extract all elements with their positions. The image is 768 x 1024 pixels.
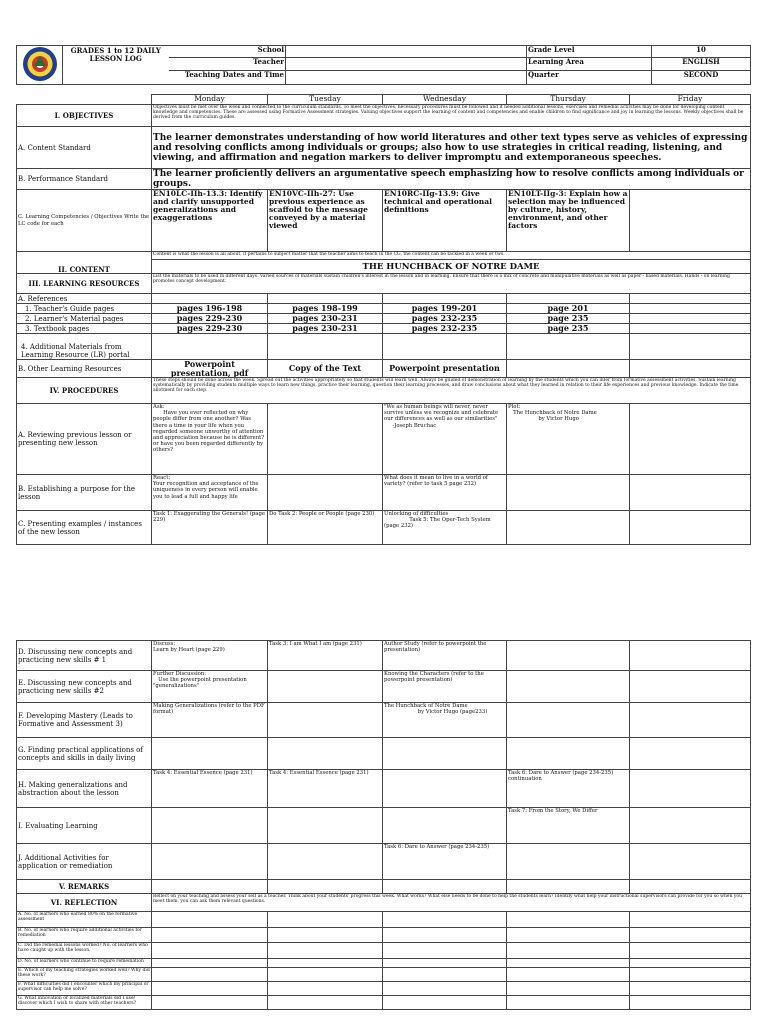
resource-row-monday: pages 229-230 xyxy=(152,324,268,334)
dates-label: Teaching Dates and Time xyxy=(169,70,286,84)
reflection-cell[interactable] xyxy=(152,982,268,996)
procedure-row xyxy=(17,808,751,844)
resource-row-wednesday: pages 232-235 xyxy=(383,314,507,324)
reflection-cell[interactable] xyxy=(630,959,751,968)
resource-row-wednesday: pages 232-235 xyxy=(383,324,507,334)
day-friday: Friday xyxy=(630,95,751,105)
resource-row-friday xyxy=(630,304,751,314)
reflection-cell[interactable] xyxy=(630,996,751,1010)
procedure-row-label: A. Reviewing previous lesson or presenting new lesson xyxy=(17,404,152,475)
reflection-cell[interactable] xyxy=(152,968,268,982)
reflection-cell[interactable] xyxy=(383,928,507,943)
procedure-row-tuesday: Task 4: Essential Essence (page 231) xyxy=(268,770,383,808)
reflection-cell[interactable] xyxy=(152,959,268,968)
reflection-cell[interactable] xyxy=(507,928,630,943)
procedure-row xyxy=(17,475,751,511)
form-title-line2: LESSON LOG xyxy=(89,54,142,63)
reflection-cell[interactable] xyxy=(383,996,507,1010)
reflection-cell[interactable] xyxy=(268,996,383,1010)
procedure-row-label: G. Finding practical applications of concepts and skills in daily living xyxy=(17,738,152,770)
procedure-row-wednesday xyxy=(383,770,507,808)
reflection-note: Reflect on your teaching and assess your self as a teacher. Think about your students' progress this week. What works? What else needs to be done to help the students learn? Identify what help your instructional supervisors can provide for you so when you meet them, you can ask them relevant questions. xyxy=(152,894,751,912)
reflection-cell[interactable] xyxy=(507,968,630,982)
reflection-row xyxy=(17,968,751,982)
reflection-row xyxy=(17,982,751,996)
procedure-row-friday xyxy=(630,511,751,545)
content-note: Content is what the lesson is all about, it pertains to subject matter that the teacher aims to teach in the CG, the content can be tackled in a week or two. xyxy=(152,252,751,260)
reflection-item: C. Did the remedial lessons worked? No. of learners who have caught up with the lesson. xyxy=(17,943,152,959)
procedure-row-tuesday xyxy=(268,738,383,770)
reflection-cell[interactable] xyxy=(507,959,630,968)
procedure-row-monday xyxy=(152,738,268,770)
procedure-row-friday xyxy=(630,844,751,880)
procedure-row-tuesday xyxy=(268,703,383,738)
references-label: A. References xyxy=(17,294,152,304)
procedure-row xyxy=(17,671,751,703)
procedure-row-monday xyxy=(152,844,268,880)
resource-row-label: 4. Additional Materials from Learning Resource (LR) portal xyxy=(17,334,152,360)
procedure-row-tuesday xyxy=(268,808,383,844)
reflection-cell[interactable] xyxy=(507,943,630,959)
competency-monday: EN10LC-IIh-13.3: Identify and clarify unsupported generalizations and exaggerations xyxy=(152,190,268,252)
reflection-row xyxy=(17,943,751,959)
reflection-cell[interactable] xyxy=(507,912,630,928)
content-title: THE HUNCHBACK OF NOTRE DAME xyxy=(152,260,751,274)
procedure-row xyxy=(17,770,751,808)
remarks-monday[interactable] xyxy=(152,880,268,894)
procedure-row-monday: Task 4: Essential Essence (page 231) xyxy=(152,770,268,808)
resource-row-monday: pages 196-198 xyxy=(152,304,268,314)
reflection-cell[interactable] xyxy=(268,968,383,982)
content-standard-text: The learner demonstrates understanding of how world literatures and other text types serve as vehicles of expressing and resolving conflicts among individuals or groups; also how to use strategies in critical reading, listening, and viewing, and affirmation and negation markers to deliver impromptu and extemporaneous speeches. xyxy=(152,127,751,169)
procedure-row-friday xyxy=(630,404,751,475)
resource-row-thursday: page 235 xyxy=(507,314,630,324)
resource-row-thursday: page 201 xyxy=(507,304,630,314)
reflection-row xyxy=(17,928,751,943)
procedure-row-label: B. Establishing a purpose for the lesson xyxy=(17,475,152,511)
reflection-row xyxy=(17,912,751,928)
resources-note: List the materials to be used in different days. Varied sources of materials sustain children's interest in the lesson and in learning. Ensure that there is a mix of concrete and manipulative materials as well as paper - based materials. Hands - on learning promotes concept development. xyxy=(152,274,751,294)
reflection-cell[interactable] xyxy=(630,982,751,996)
logo-cell xyxy=(17,46,63,85)
reflection-row xyxy=(17,959,751,968)
resource-row-label: B. Other Learning Resources xyxy=(17,360,152,378)
teacher-label: Teacher xyxy=(169,58,286,70)
procedure-row-thursday xyxy=(507,641,630,671)
procedure-row-tuesday xyxy=(268,475,383,511)
procedure-row-thursday xyxy=(507,738,630,770)
resource-row-friday xyxy=(630,324,751,334)
procedures-heading: IV. PROCEDURES xyxy=(17,378,152,404)
procedure-row-tuesday xyxy=(268,844,383,880)
procedure-row xyxy=(17,703,751,738)
procedure-row-label: J. Additional Activities for application or remediation xyxy=(17,844,152,880)
lesson-log-table-2 xyxy=(16,640,751,1010)
resource-row-label: 3. Textbook pages xyxy=(17,324,152,334)
reflection-item: F. What difficulties did I encounter which my principal or supervisor can help me solve? xyxy=(17,982,152,996)
procedure-row-thursday: Task 7: From the Story, We Differ xyxy=(507,808,630,844)
reflection-item: E. Which of my teaching strategies worked well? Why did these work? xyxy=(17,968,152,982)
resource-row-monday xyxy=(152,334,268,360)
competency-tuesday: EN10VC-IIh-27: Use previous experience as scaffold to the message conveyed by a material viewed xyxy=(268,190,383,252)
procedure-row-friday xyxy=(630,641,751,671)
procedure-row-monday: Discuss: Learn by Heart (page 229) xyxy=(152,641,268,671)
reflection-cell[interactable] xyxy=(507,982,630,996)
resource-row xyxy=(17,324,751,334)
reflection-cell[interactable] xyxy=(152,912,268,928)
procedure-row-thursday: Plot: The Hunchback of Notre Dame by Victor Hugo xyxy=(507,404,630,475)
procedure-row xyxy=(17,641,751,671)
reflection-cell[interactable] xyxy=(268,982,383,996)
remarks-thursday[interactable] xyxy=(507,880,630,894)
deped-seal-icon xyxy=(22,46,58,82)
procedure-row-label: C. Presenting examples / instances of the new lesson xyxy=(17,511,152,545)
competency-thursday: EN10LT-IIg-3: Explain how a selection may be influenced by culture, history, environment, and other factors xyxy=(507,190,630,252)
content-heading: II. CONTENT xyxy=(17,252,152,274)
remarks-friday[interactable] xyxy=(630,880,751,894)
procedure-row-label: F. Developing Mastery (Leads to Formative and Assessment 3) xyxy=(17,703,152,738)
content-standard-label: A. Content Standard xyxy=(17,127,152,169)
resource-row xyxy=(17,314,751,324)
procedure-row-wednesday xyxy=(383,738,507,770)
procedure-row-monday: Making Generalizations (refer to the PDF format) xyxy=(152,703,268,738)
day-thursday: Thursday xyxy=(507,95,630,105)
resource-row-friday xyxy=(630,334,751,360)
procedure-row-wednesday: Unlocking of difficulties Task 5: The Oper-Tech System (page 232) xyxy=(383,511,507,545)
resources-heading: III. LEARNING RESOURCES xyxy=(17,274,152,294)
resource-row-tuesday: pages 198-199 xyxy=(268,304,383,314)
procedure-row-monday: Further Discussion: Use the powerpoint presentation "generalizations" xyxy=(152,671,268,703)
reflection-cell[interactable] xyxy=(383,982,507,996)
resource-row-tuesday: Copy of the Text xyxy=(268,360,383,378)
reflection-cell[interactable] xyxy=(268,912,383,928)
competency-friday xyxy=(630,190,751,252)
procedure-row-monday: Task 1: Exaggerating the Generals! (page 229) xyxy=(152,511,268,545)
reflection-item: A. No. of learners who earned 80% on the formative assessment xyxy=(17,912,152,928)
day-wednesday: Wednesday xyxy=(383,95,507,105)
learning-area-label: Learning Area xyxy=(527,58,652,70)
procedure-row-monday: React: Your recognition and acceptance of the uniqueness in every person will enable you to lead a full and happy life xyxy=(152,475,268,511)
procedure-row-tuesday: Task 3: I am What I am (page 231) xyxy=(268,641,383,671)
procedure-row-monday xyxy=(152,808,268,844)
procedure-row-thursday xyxy=(507,671,630,703)
resource-row xyxy=(17,360,751,378)
performance-standard-text: The learner proficiently delivers an argumentative speech emphasizing how to resolve conflicts among individuals or groups. xyxy=(152,169,751,190)
procedure-row-thursday xyxy=(507,511,630,545)
reflection-cell[interactable] xyxy=(630,928,751,943)
procedure-row-thursday xyxy=(507,703,630,738)
reflection-cell[interactable] xyxy=(152,928,268,943)
procedure-row-friday xyxy=(630,808,751,844)
competency-wednesday: EN10RC-IIg-13.9: Give technical and operational definitions xyxy=(383,190,507,252)
resource-row-thursday: page 235 xyxy=(507,324,630,334)
reflection-cell[interactable] xyxy=(383,968,507,982)
procedure-row-wednesday xyxy=(383,808,507,844)
resource-row-tuesday xyxy=(268,334,383,360)
reflection-cell[interactable] xyxy=(268,959,383,968)
remarks-wednesday[interactable] xyxy=(383,880,507,894)
objectives-heading: I. OBJECTIVES xyxy=(17,105,152,127)
procedure-row-wednesday: Knowing the Characters (refer to the powerpoint presentation) xyxy=(383,671,507,703)
objectives-note: Objectives must be met over the week and connected to the curriculum standards. To meet the objectives, necessary procedures must be followed and if needed additional lessons, exercises and remedial activities may be done for developing content knowledge and competencies. These are assessed using Formative Assessment strategies. Valuing objectives support the learning of content and competencies and enable children to find significance and joy in learning the lessons. Weekly objectives shall be derived from the curriculum guides. xyxy=(152,105,751,127)
reflection-cell[interactable] xyxy=(630,912,751,928)
form-title-line1: GRADES 1 to 12 DAILY xyxy=(70,46,161,55)
reflection-item: G. What innovation or localized materials did I use/ discover which I wish to share with other teachers? xyxy=(17,996,152,1010)
procedure-row-monday: Ask: Have you ever reflected on why people differ from one another? Was there a time in your life when you regarded someone unworthy of attention and appreciation because he is different? or have you been regarded differently by others? xyxy=(152,404,268,475)
reflection-cell[interactable] xyxy=(383,912,507,928)
procedure-row-tuesday xyxy=(268,671,383,703)
resource-row-label: 1. Teacher's Guide pages xyxy=(17,304,152,314)
remarks-heading: V. REMARKS xyxy=(17,880,152,894)
grade-level-value[interactable]: 10 xyxy=(652,46,751,58)
procedure-row xyxy=(17,844,751,880)
reflection-item: D. No. of learners who continue to require remediation xyxy=(17,959,152,968)
procedure-row-thursday xyxy=(507,475,630,511)
procedure-row-friday xyxy=(630,738,751,770)
teacher-value[interactable] xyxy=(286,58,527,70)
quarter-value[interactable]: SECOND xyxy=(652,70,751,84)
resource-row-friday xyxy=(630,314,751,324)
reflection-cell[interactable] xyxy=(383,959,507,968)
remarks-tuesday[interactable] xyxy=(268,880,383,894)
day-tuesday: Tuesday xyxy=(268,95,383,105)
procedure-row-friday xyxy=(630,703,751,738)
procedure-row xyxy=(17,738,751,770)
procedure-row-thursday: Task 6: Dare to Answer (page 234-235) continuation xyxy=(507,770,630,808)
procedure-row xyxy=(17,404,751,475)
grade-level-label: Grade Level xyxy=(527,46,652,58)
resource-row-thursday xyxy=(507,360,630,378)
resource-row-wednesday: Powerpoint presentation xyxy=(383,360,507,378)
resource-row-friday xyxy=(630,360,751,378)
procedure-row-friday xyxy=(630,770,751,808)
reflection-cell[interactable] xyxy=(630,943,751,959)
resource-row-label: 2. Learner's Material pages xyxy=(17,314,152,324)
procedure-row-wednesday: "We as human beings will never, never survive unless we recognize and celebrate our differences as well as our similarities" -Joseph Bruchac xyxy=(383,404,507,475)
procedures-note: These steps should be done across the week. Spread out the activities appropriately so that students will learn well. Always be guided of demonstration of learning by the students which you can infer from formative assessment activities. Sustain learning systematically by providing students multiple ways to learn new things, practice their learning, question their learning processes, and draw conclusions about what they learned in relation to their life experiences and previous knowledge. Indicate the time allotment for each step. xyxy=(152,378,751,404)
resource-row-tuesday: pages 230-231 xyxy=(268,314,383,324)
procedure-row-label: H. Making generalizations and abstraction about the lesson xyxy=(17,770,152,808)
reflection-row xyxy=(17,996,751,1010)
reflection-cell[interactable] xyxy=(630,968,751,982)
procedure-row-tuesday: Do Task 2: People or People (page 230) xyxy=(268,511,383,545)
lesson-log-table-1 xyxy=(16,94,751,545)
reflection-cell[interactable] xyxy=(268,928,383,943)
procedure-row-friday xyxy=(630,671,751,703)
procedure-row-wednesday: The Hunchback of Notre Dame by Victor Hugo (page233) xyxy=(383,703,507,738)
procedure-row-wednesday: What does it mean to live in a world of variety? (refer to task 5 page 232) xyxy=(383,475,507,511)
learning-area-value[interactable]: ENGLISH xyxy=(652,58,751,70)
dates-value[interactable] xyxy=(286,70,527,84)
resource-row-wednesday: pages 199-201 xyxy=(383,304,507,314)
resource-row-thursday xyxy=(507,334,630,360)
reflection-cell[interactable] xyxy=(507,996,630,1010)
resource-row xyxy=(17,304,751,314)
procedure-row-label: D. Discussing new concepts and practicing new skills # 1 xyxy=(17,641,152,671)
resource-row-wednesday xyxy=(383,334,507,360)
reflection-cell[interactable] xyxy=(152,996,268,1010)
procedure-row-label: I. Evaluating Learning xyxy=(17,808,152,844)
form-title xyxy=(63,46,169,85)
performance-standard-label: B. Performance Standard xyxy=(17,169,152,190)
header-table xyxy=(16,45,751,85)
reflection-item: B. No. of learners who require additional activities for remediation xyxy=(17,928,152,943)
school-value[interactable] xyxy=(286,46,527,58)
procedure-row xyxy=(17,511,751,545)
procedure-row-wednesday: Task 6: Dare to Answer (page 234-235) xyxy=(383,844,507,880)
school-label: School xyxy=(169,46,286,58)
procedure-row-thursday xyxy=(507,844,630,880)
resource-row-monday: Powerpoint presentation, pdf xyxy=(152,360,268,378)
resource-row-monday: pages 229-230 xyxy=(152,314,268,324)
procedure-row-friday xyxy=(630,475,751,511)
reflection-cell[interactable] xyxy=(268,943,383,959)
reflection-heading: VI. REFLECTION xyxy=(17,894,152,912)
day-monday: Monday xyxy=(152,95,268,105)
procedure-row-label: E. Discussing new concepts and practicing new skills #2 xyxy=(17,671,152,703)
reflection-cell[interactable] xyxy=(152,943,268,959)
procedure-row-tuesday xyxy=(268,404,383,475)
resource-row xyxy=(17,334,751,360)
procedure-row-wednesday: Author Study (refer to powerpoint the presentation) xyxy=(383,641,507,671)
reflection-cell[interactable] xyxy=(383,943,507,959)
resource-row-tuesday: pages 230-231 xyxy=(268,324,383,334)
quarter-label: Quarter xyxy=(527,70,652,84)
competencies-label: C. Learning Competencies / Objectives Write the LC code for each xyxy=(17,190,152,252)
